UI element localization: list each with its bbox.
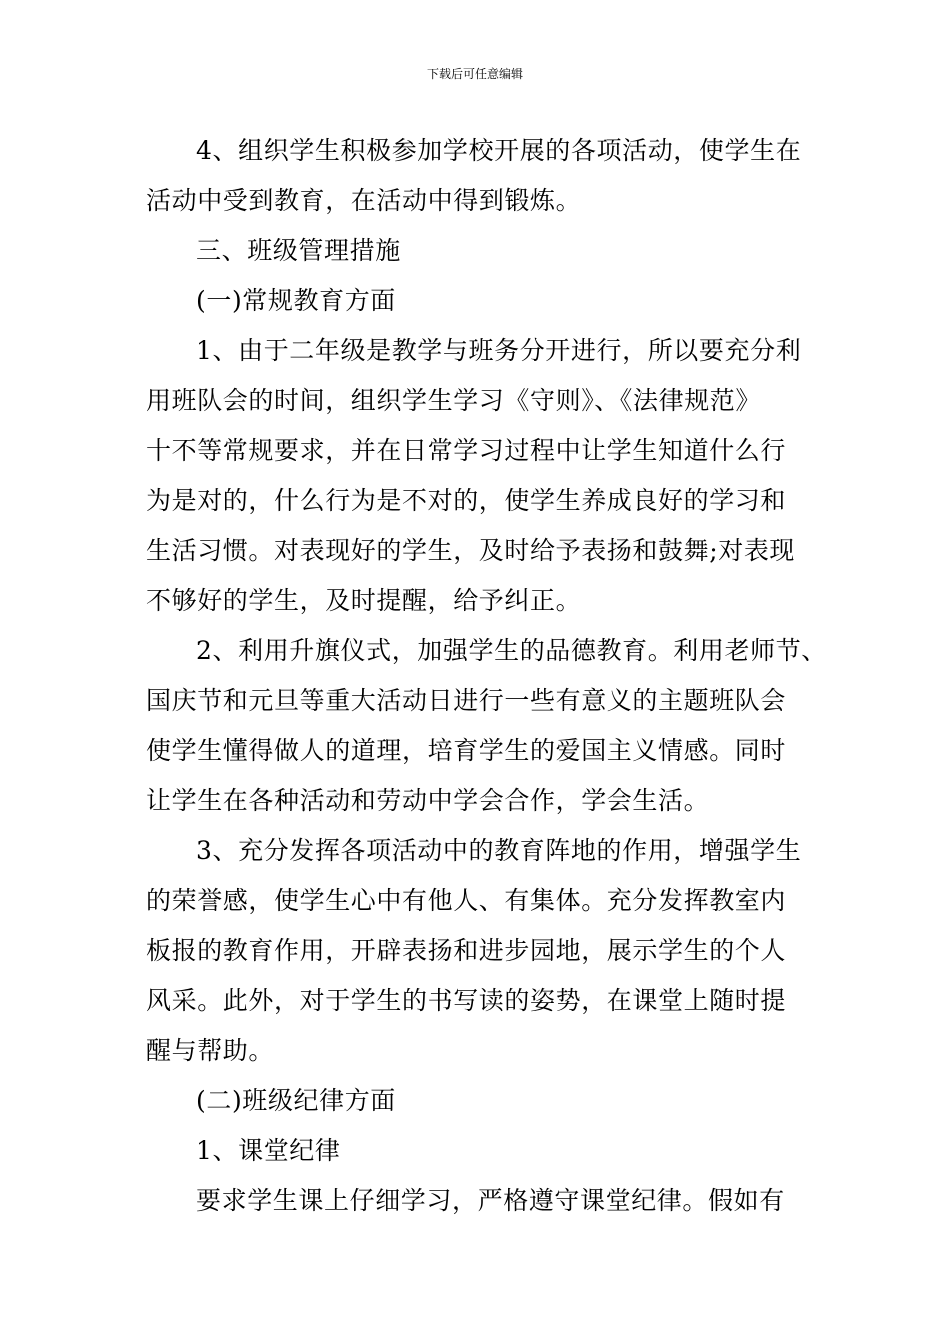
text-line: 醒与帮助。 bbox=[146, 1036, 275, 1065]
header-note: 下载后可任意编辑 bbox=[426, 67, 523, 81]
text-line: 生活习惯。对表现好的学生，及时给予表扬和鼓舞;对表现 bbox=[146, 536, 796, 565]
text-line: 1、由于二年级是教学与班务分开进行，所以要充分利 bbox=[196, 336, 802, 365]
text-line: 风采。此外，对于学生的书写读的姿势，在课堂上随时提 bbox=[146, 986, 787, 1015]
text-line: 让学生在各种活动和劳动中学会合作，学会生活。 bbox=[146, 786, 710, 815]
subsection-heading: (二)班级纪律方面 bbox=[196, 1086, 396, 1115]
text-line: 的荣誉感，使学生心中有他人、有集体。充分发挥教室内 bbox=[146, 886, 787, 915]
document-body bbox=[146, 126, 827, 1226]
text-line: 使学生懂得做人的道理，培育学生的爱国主义情感。同时 bbox=[146, 736, 787, 765]
text-line: 3、充分发挥各项活动中的教育阵地的作用，增强学生 bbox=[196, 836, 802, 865]
text-line: 4、组织学生积极参加学校开展的各项活动，使学生在 bbox=[196, 136, 802, 165]
text-line: 2、利用升旗仪式，加强学生的品德教育。利用老师节、 bbox=[196, 636, 827, 665]
text-line: 要求学生课上仔细学习，严格遵守课堂纪律。假如有 bbox=[196, 1186, 785, 1215]
text-line: 十不等常规要求，并在日常学习过程中让学生知道什么行 bbox=[146, 436, 787, 465]
section-heading: 三、班级管理措施 bbox=[196, 236, 401, 265]
text-line: 板报的教育作用，开辟表扬和进步园地，展示学生的个人 bbox=[146, 936, 787, 965]
text-line: 用班队会的时间，组织学生学习《守则》、《法律规范》 bbox=[146, 386, 762, 415]
text-line: 国庆节和元旦等重大活动日进行一些有意义的主题班队会 bbox=[146, 686, 787, 715]
text-line: 1、课堂纪律 bbox=[196, 1136, 341, 1165]
text-line: 为是对的，什么行为是不对的，使学生养成良好的学习和 bbox=[146, 486, 787, 515]
subsection-heading: (一)常规教育方面 bbox=[196, 286, 396, 315]
text-line: 活动中受到教育，在活动中得到锻炼。 bbox=[146, 186, 582, 215]
text-line: 不够好的学生，及时提醒，给予纠正。 bbox=[146, 586, 582, 615]
